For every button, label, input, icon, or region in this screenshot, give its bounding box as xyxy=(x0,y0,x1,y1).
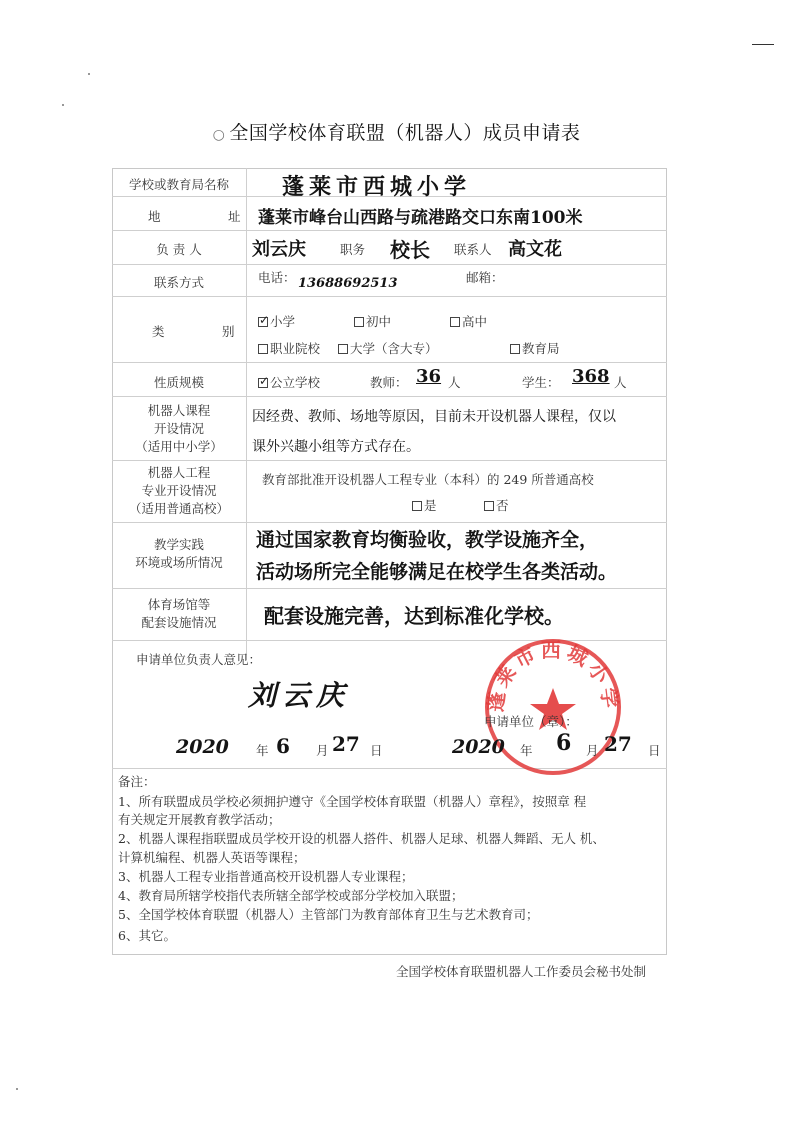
students-label: 学生： xyxy=(522,375,560,390)
phone-label: 电话： xyxy=(258,270,296,285)
contact-person-label: 联系人 xyxy=(454,242,492,257)
sports-facilities-value: 配套设施完善，达到标准化学校。 xyxy=(264,604,564,628)
robot-major-text: 教育部批准开设机器人工程专业（本科）的 249 所普通高校 xyxy=(262,472,594,487)
leader-label: 负 责 人 xyxy=(156,242,202,257)
category-option-education-bureau[interactable]: 教育局 xyxy=(510,339,560,357)
teachers-unit: 人 xyxy=(448,375,461,390)
checkbox-icon[interactable] xyxy=(338,344,348,354)
scan-speck xyxy=(62,104,64,106)
sports-facilities-label: 体育场馆等 配套设施情况 xyxy=(141,597,217,630)
robot-course-label: 机器人课程 开设情况 （适用中小学） xyxy=(135,403,223,454)
seal-label: 申请单位（章）： xyxy=(484,714,578,729)
robot-major-label: 机器人工程 专业开设情况 （适用普通高校） xyxy=(128,465,229,516)
category-option-primary[interactable]: ✓小学 xyxy=(258,312,295,330)
page-corner-mark xyxy=(752,44,774,45)
position-label: 职务 xyxy=(340,242,366,257)
notes-heading: 备注： xyxy=(118,774,156,789)
date-right-year-unit: 年 xyxy=(520,743,533,758)
robot-major-yes-option[interactable]: 是 xyxy=(412,496,437,514)
category-option-vocational[interactable]: 职业院校 xyxy=(258,339,320,357)
category-label-left: 类 xyxy=(152,324,165,339)
scale-label: 性质规模 xyxy=(153,375,204,390)
date-left-month-unit: 月 xyxy=(316,743,329,758)
notes-line: 6、其它。 xyxy=(118,928,176,943)
teaching-value: 通过国家教育均衡验收，教学设施齐全， 活动场所完全能够满足在校学生各类活动。 xyxy=(256,529,618,583)
category-option-university[interactable]: 大学（含大专） xyxy=(338,339,438,357)
email-label: 邮箱： xyxy=(466,270,504,285)
notes-line: 有关规定开展教育教学活动； xyxy=(118,812,281,827)
form-row-divider xyxy=(112,522,667,523)
title-text: 全国学校体育联盟（机器人）成员申请表 xyxy=(229,122,581,144)
teaching-label: 教学实践 环境或场所情况 xyxy=(135,537,223,570)
title-bullet-icon: ○ xyxy=(212,127,226,143)
robot-course-value: 因经费、教师、场地等原因，目前未开设机器人课程，仅以 课外兴趣小组等方式存在。 xyxy=(252,409,616,455)
category-option-junior[interactable]: 初中 xyxy=(354,312,391,330)
students-value: 368 xyxy=(572,366,610,387)
school-name-label: 学校或教育局名称 xyxy=(128,177,229,192)
notes-line: 计算机编程、机器人英语等课程； xyxy=(118,850,306,865)
contact-label: 联系方式 xyxy=(153,275,204,290)
date-left-day-unit: 日 xyxy=(370,743,383,758)
notes-line: 2、机器人课程指联盟成员学校开设的机器人搭件、机器人足球、机器人舞蹈、无人 机、 xyxy=(118,831,605,846)
svg-text:蓬莱市西城小学: 蓬莱市西城小学 xyxy=(483,637,623,714)
scan-speck xyxy=(16,1088,18,1090)
date-right-month: 6 xyxy=(556,730,572,756)
teachers-value: 36 xyxy=(416,366,442,387)
teachers-label: 教师： xyxy=(370,375,408,390)
notes-line: 4、教育局所辖学校指代表所辖全部学校或部分学校加入联盟； xyxy=(118,888,464,903)
checkbox-icon[interactable] xyxy=(354,317,364,327)
address-label-left: 地 xyxy=(148,209,161,224)
notes-line: 5、全国学校体育联盟（机器人）主管部门为教育部体育卫生与艺术教育司； xyxy=(118,907,539,922)
checkbox-icon[interactable] xyxy=(510,344,520,354)
form-row-divider xyxy=(112,396,667,397)
form-row-divider xyxy=(112,362,667,363)
date-left-year: 2020 xyxy=(176,736,229,758)
school-name-value: 蓬莱市西城小学 xyxy=(282,174,472,200)
position-value: 校长 xyxy=(390,238,430,262)
form-row-divider xyxy=(112,264,667,265)
address-label-right: 址 xyxy=(228,209,241,224)
date-left-month: 6 xyxy=(276,734,290,758)
checkbox-checked-icon[interactable] xyxy=(258,317,268,327)
form-row-divider xyxy=(112,296,667,297)
students-unit: 人 xyxy=(614,375,627,390)
opinion-label: 申请单位负责人意见： xyxy=(136,652,262,667)
date-right-day-unit: 日 xyxy=(648,743,661,758)
checkbox-icon[interactable] xyxy=(258,344,268,354)
form-row-divider xyxy=(112,230,667,231)
date-right-year: 2020 xyxy=(452,736,505,758)
notes-line: 1、所有联盟成员学校必须拥护遵守《全国学校体育联盟（机器人）章程》，按照章 程 xyxy=(118,794,587,809)
form-column-divider xyxy=(246,168,247,660)
checkbox-icon[interactable] xyxy=(450,317,460,327)
leader-signature: 刘云庆 xyxy=(248,679,351,712)
checkbox-icon[interactable] xyxy=(484,501,494,511)
checkbox-icon[interactable] xyxy=(412,501,422,511)
address-value: 蓬莱市峰台山西路与疏港路交口东南100米 xyxy=(258,208,583,228)
robot-major-no-option[interactable]: 否 xyxy=(484,496,509,514)
notes-line: 3、机器人工程专业指普通高校开设机器人专业课程； xyxy=(118,869,414,884)
form-row-divider xyxy=(112,588,667,589)
form-footer: 全国学校体育联盟机器人工作委员会秘书处制 xyxy=(396,964,647,979)
date-left-day: 27 xyxy=(332,732,360,756)
leader-value: 刘云庆 xyxy=(252,239,306,260)
public-school-option[interactable]: ✓ 公立学校 xyxy=(258,373,320,391)
phone-value: 13688692513 xyxy=(298,276,398,291)
scan-speck xyxy=(88,73,90,75)
category-option-senior[interactable]: 高中 xyxy=(450,312,487,330)
contact-person-value: 高文花 xyxy=(508,239,562,260)
category-label-right: 别 xyxy=(222,324,235,339)
form-title xyxy=(0,118,793,145)
date-left-year-unit: 年 xyxy=(256,743,269,758)
date-right-day: 27 xyxy=(604,732,632,756)
date-right-month-unit: 月 xyxy=(586,743,599,758)
checkbox-checked-icon[interactable] xyxy=(258,378,268,388)
